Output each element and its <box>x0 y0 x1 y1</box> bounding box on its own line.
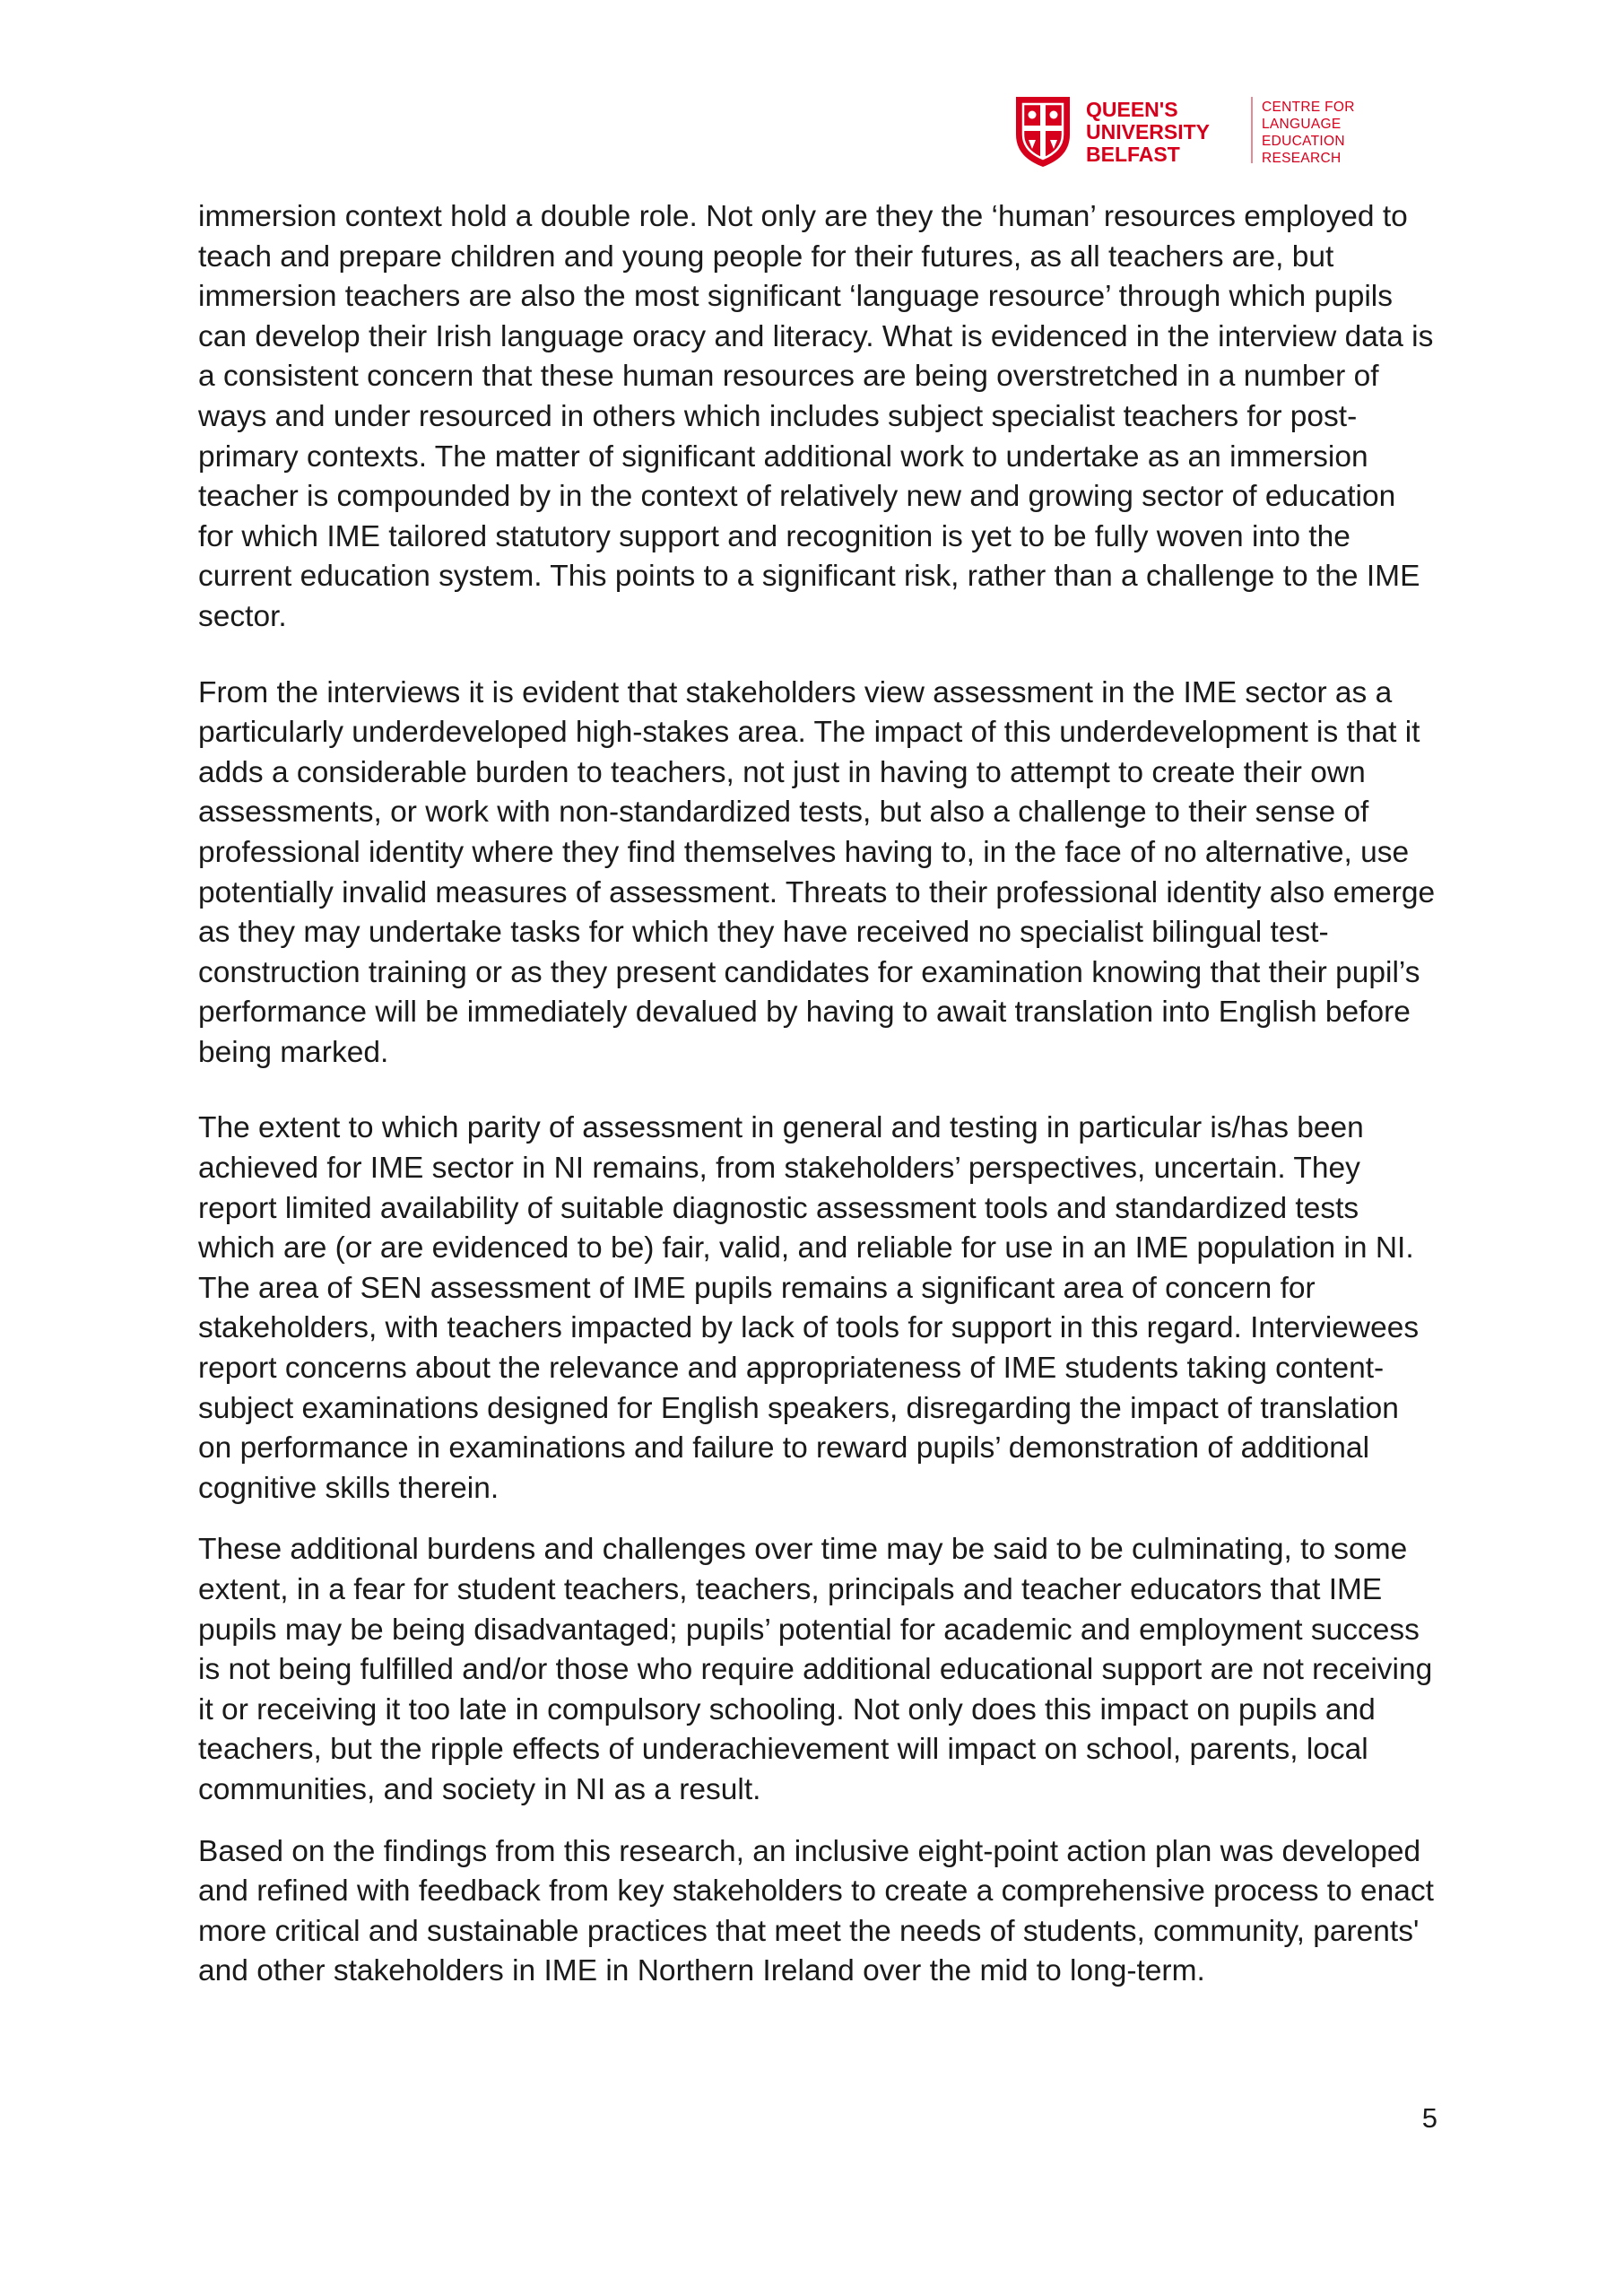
centre-name-line: LANGUAGE <box>1262 117 1342 132</box>
body-paragraph: From the interviews it is evident that stakeholders view assessment in the IME sector as a particularly underdeveloped high-stakes area. The impact of this underdevelopment is that it adds a considerable burden to teachers, not just in having to attempt to create their own assessments, or work with non-standardized tests, but also a challenge to their sense of professional identity where they find themselves having to, in the face of no alternative, use potentially invalid measures of assessment. Threats to their professional identity also emerge as they may undertake tasks for which they have received no specialist bilingual test-construction training or as they present candidates for examination knowing that their pupil’s performance will be immediately devalued by having to await translation into English before being marked. <box>198 675 1436 1069</box>
university-name-line: UNIVERSITY <box>1086 120 1211 144</box>
body-paragraph: Based on the findings from this research, an inclusive eight-point action plan was developed and refined with feedback from key stakeholders to create a comprehensive process to enact more critical and sustainable practices that meet the needs of students, community, parents' and other stakeholders in IME in Northern Ireland over the mid to long-term. <box>198 1834 1434 1988</box>
centre-name-line: CENTRE FOR <box>1262 100 1355 115</box>
centre-name-line: RESEARCH <box>1262 151 1342 166</box>
university-name-line: BELFAST <box>1086 143 1180 166</box>
crest-icon <box>1014 95 1072 169</box>
document-body <box>198 197 1437 1992</box>
body-paragraph: immersion context hold a double role. Not only are they the ‘human’ resources employed to teach and prepare children and young people for their futures, as all teachers are, but immersion teachers are also the most significant ‘language resource’ through which pupils can develop their Irish language oracy and literacy. What is evidenced in the interview data is a consistent concern that these human resources are being overstretched in a number of ways and under resourced in others which includes subject specialist teachers for post-primary contexts. The matter of significant additional work to undertake as an immersion teacher is compounded by in the context of relatively new and growing sector of education for which IME tailored statutory support and recognition is yet to be fully woven into the current education system. This points to a significant risk, rather than a challenge to the IME sector. <box>198 200 1434 633</box>
university-name <box>1086 99 1210 166</box>
body-paragraph: These additional burdens and challenges over time may be said to be culminating, to some extent, in a fear for student teachers, teachers, principals and teacher educators that IME pupils may be being disadvantaged; pupils’ potential for academic and employment success is not being fulfilled and/or those who require additional educational support are not receiving it or receiving it too late in compulsory schooling. Not only does this impact on pupils and teachers, but the ripple effects of underachievement will impact on school, parents, local communities, and society in NI as a result. <box>198 1533 1433 1806</box>
university-name-line: QUEEN'S <box>1086 98 1178 121</box>
body-paragraph: The extent to which parity of assessment in general and testing in particular is/has been achieved for IME sector in NI remains, from stakeholders’ perspectives, uncertain. They report limited availability of suitable diagnostic assessment tools and standardized tests which are (or are evidenced to be) fair, valid, and reliable for use in an IME population in NI. The area of SEN assessment of IME pupils remains a significant area of concern for stakeholders, with teachers impacted by lack of tools for support in this regard. Interviewees report concerns about the relevance and appropriateness of IME students taking content-subject examinations designed for English speakers, disregarding the impact of translation on performance in examinations and failure to reward pupils’ demonstration of additional cognitive skills therein. <box>198 1111 1420 1505</box>
university-logo <box>1011 93 1355 174</box>
centre-name <box>1262 99 1355 167</box>
centre-name-line: EDUCATION <box>1262 134 1345 149</box>
logo-divider <box>1251 97 1253 163</box>
page-number: 5 <box>1421 2102 1437 2134</box>
